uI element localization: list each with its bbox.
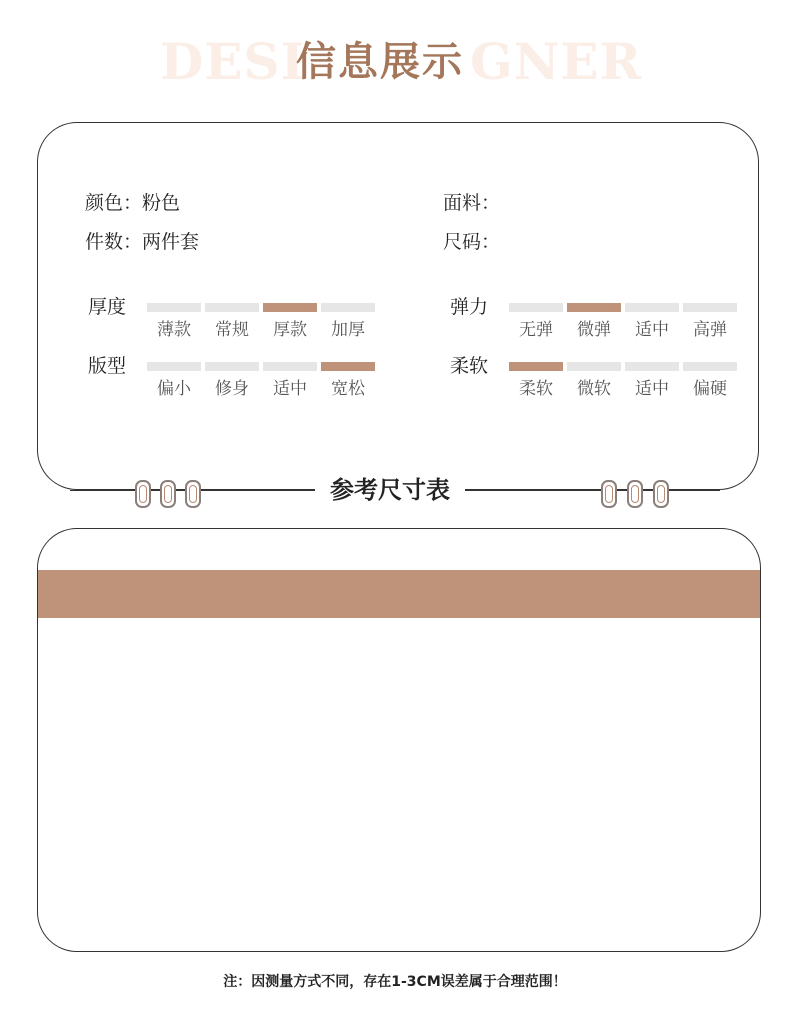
option-label: 无弹 [519,320,553,340]
level-bar [321,303,375,312]
level-bar [509,303,563,312]
level-bar [205,362,259,371]
level-bar [147,362,201,371]
level-bar [263,362,317,371]
option-label: 常规 [215,320,249,340]
level-bar-selected [263,303,317,312]
option-label: 加厚 [331,320,365,340]
level-bar [147,303,201,312]
option-label: 高弹 [693,320,727,340]
page-title: 信息展示 [296,39,464,85]
option-label: 偏硬 [693,379,727,399]
attribute-label: 厚度 [88,296,127,318]
level-bar [625,303,679,312]
level-bar-selected [567,303,621,312]
level-bar-selected [509,362,563,371]
option-label: 柔软 [519,379,553,399]
option-label: 适中 [635,379,669,399]
info-pieces: 件数：两件套 [85,231,200,253]
level-bar-selected [321,362,375,371]
binder-ring-icon [135,480,151,508]
option-label: 修身 [215,379,249,399]
option-label: 宽松 [331,379,365,399]
measurement-note: 注：因测量方式不同，存在1-3CM误差属于合理范围！ [223,974,567,990]
level-bar [683,303,737,312]
info-color: 颜色：粉色 [85,192,181,214]
binder-ring-icon [653,480,669,508]
binder-ring-icon [601,480,617,508]
option-label: 偏小 [157,379,191,399]
background-word-left: DESI [160,32,305,91]
size-chart-card [37,528,761,952]
binder-ring-icon [160,480,176,508]
info-fabric: 面料： [443,192,501,214]
background-word-right: GNER [470,32,643,91]
attribute-label: 版型 [88,355,127,377]
option-label: 微弹 [577,320,611,340]
option-label: 适中 [635,320,669,340]
attribute-label: 柔软 [450,355,489,377]
option-label: 厚款 [273,320,307,340]
binder-ring-icon [627,480,643,508]
level-bar [567,362,621,371]
level-bar [625,362,679,371]
binder-ring-icon [185,480,201,508]
level-bar [683,362,737,371]
info-size: 尺码： [443,231,501,253]
option-label: 适中 [273,379,307,399]
size-chart-header-band [38,570,760,618]
level-bar [205,303,259,312]
size-chart-title: 参考尺寸表 [315,470,465,510]
divider-line-right [465,490,720,491]
attribute-label: 弹力 [450,296,489,318]
option-label: 薄款 [157,320,191,340]
option-label: 微软 [577,379,611,399]
